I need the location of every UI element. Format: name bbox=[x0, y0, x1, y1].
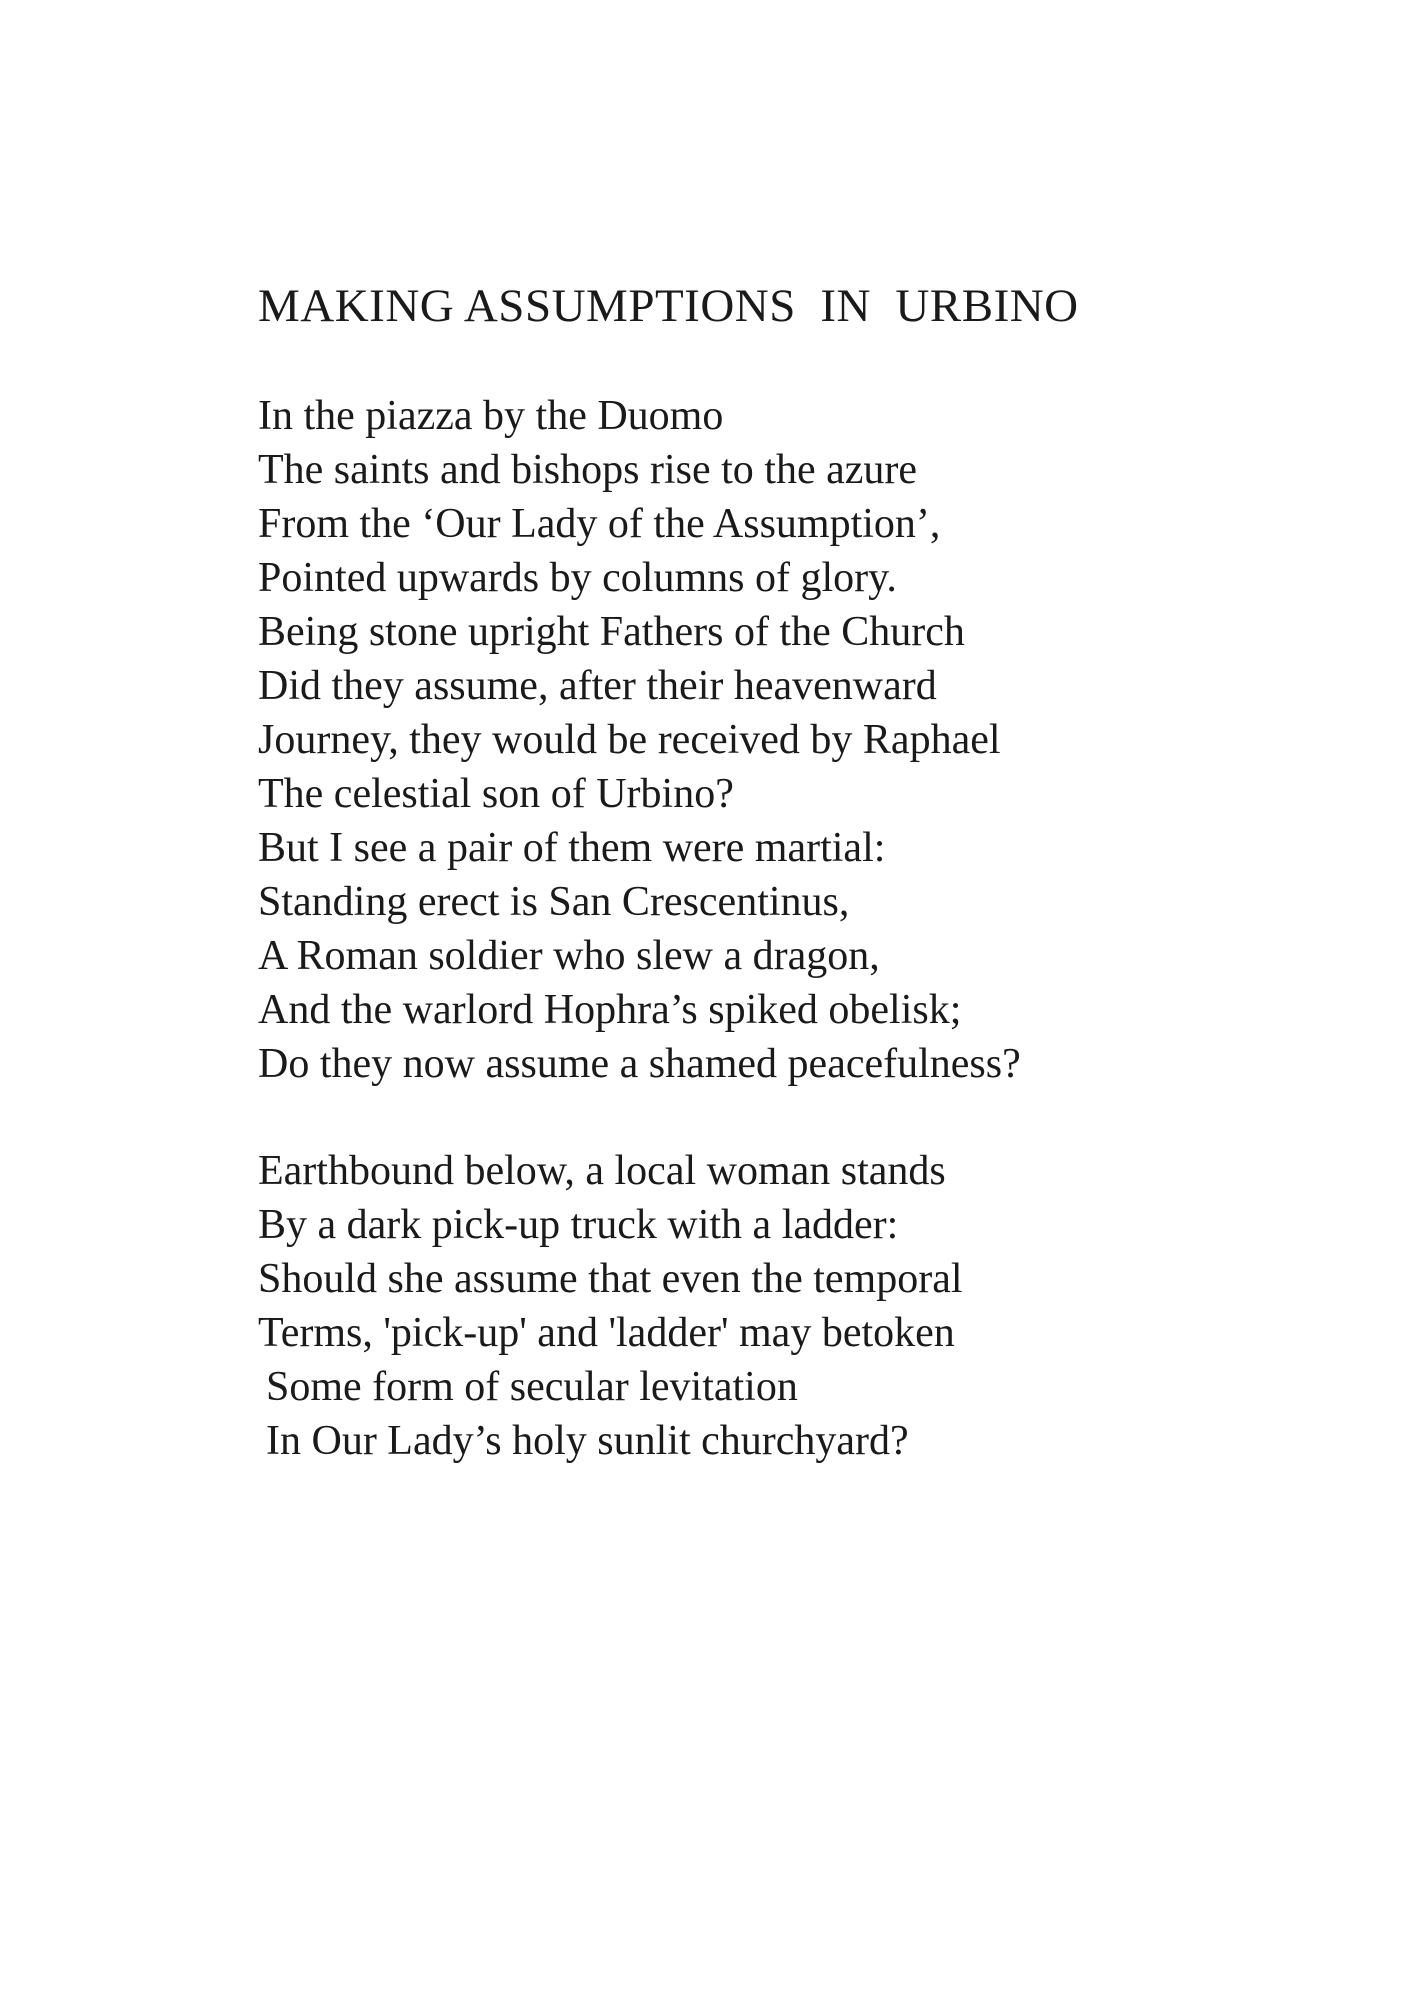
poem-line: Being stone upright Fathers of the Church bbox=[258, 609, 965, 655]
poem-line: But I see a pair of them were martial: bbox=[258, 825, 886, 871]
poem-line: Some form of secular levitation bbox=[266, 1364, 798, 1410]
poem-line: Should she assume that even the temporal bbox=[258, 1256, 963, 1302]
poem-line: The celestial son of Urbino? bbox=[258, 771, 734, 817]
stanza-1 bbox=[258, 389, 1021, 1091]
poem-line: By a dark pick-up truck with a ladder: bbox=[258, 1202, 899, 1248]
poem-line: In the piazza by the Duomo bbox=[258, 393, 724, 439]
poem-line: A Roman soldier who slew a dragon, bbox=[258, 933, 880, 979]
poem-line: And the warlord Hophra’s spiked obelisk; bbox=[258, 987, 962, 1033]
poem-line: Did they assume, after their heavenward bbox=[258, 663, 937, 709]
poem-line: In Our Lady’s holy sunlit churchyard? bbox=[266, 1418, 909, 1464]
stanza-2 bbox=[258, 1144, 963, 1468]
poem-line: Earthbound below, a local woman stands bbox=[258, 1148, 946, 1194]
poem-line: Do they now assume a shamed peacefulness? bbox=[258, 1041, 1021, 1087]
poem-line: Pointed upwards by columns of glory. bbox=[258, 555, 897, 601]
poem-line: The saints and bishops rise to the azure bbox=[258, 447, 917, 493]
poem-line: Terms, 'pick-up' and 'ladder' may betoken bbox=[258, 1310, 955, 1356]
poem-line: Standing erect is San Crescentinus, bbox=[258, 879, 850, 925]
poem-title: MAKING ASSUMPTIONS IN URBINO bbox=[258, 280, 1079, 332]
poem-line: Journey, they would be received by Raphael bbox=[258, 717, 1001, 763]
poem-line: From the ‘Our Lady of the Assumption’, bbox=[258, 501, 941, 547]
